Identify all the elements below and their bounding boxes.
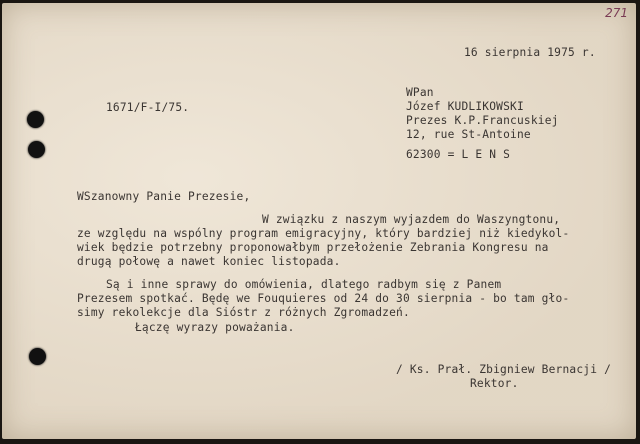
recipient-line-1: WPan bbox=[406, 86, 434, 99]
body-line: simy rekolekcje dla Sióstr z różnych Zgromadzeń. bbox=[77, 306, 410, 319]
archive-number: 271 bbox=[605, 6, 628, 20]
recipient-line-3: Prezes K.P.Francuskiej bbox=[406, 114, 559, 127]
punch-hole-top bbox=[27, 111, 44, 128]
body-line: ze względu na wspólny program emigracyjny, który bardziej niż kiedykol- bbox=[77, 227, 570, 240]
signature-name: / Ks. Prał. Zbigniew Bernacji / bbox=[396, 363, 611, 376]
reference-number: 1671/F-I/75. bbox=[106, 101, 190, 114]
body-line: wiek będzie potrzebny proponowałbym przełożenie Zebrania Kongresu na bbox=[77, 241, 549, 254]
signature-title: Rektor. bbox=[470, 377, 519, 390]
body-line: Prezesem spotkać. Będę we Fouquieres od 24 do 30 sierpnia - bo tam gło- bbox=[77, 292, 570, 305]
recipient-line-2: Józef KUDLIKOWSKI bbox=[406, 100, 524, 113]
punch-hole-bottom bbox=[29, 348, 46, 365]
letter-date: 16 sierpnia 1975 r. bbox=[464, 46, 596, 59]
punch-hole-middle bbox=[28, 141, 45, 158]
body-line: drugą połowę a nawet koniec listopada. bbox=[77, 255, 341, 268]
recipient-line-5: 62300 = L E N S bbox=[406, 148, 511, 161]
salutation: WSzanowny Panie Prezesie, bbox=[77, 190, 251, 203]
closing-line: Łączę wyrazy poważania. bbox=[135, 321, 295, 334]
body-line: W związku z naszym wyjazdem do Waszyngtonu, bbox=[262, 213, 561, 226]
body-line: Są i inne sprawy do omówienia, dlatego radbym się z Panem bbox=[106, 278, 502, 291]
recipient-line-4: 12, rue St-Antoine bbox=[406, 128, 531, 141]
